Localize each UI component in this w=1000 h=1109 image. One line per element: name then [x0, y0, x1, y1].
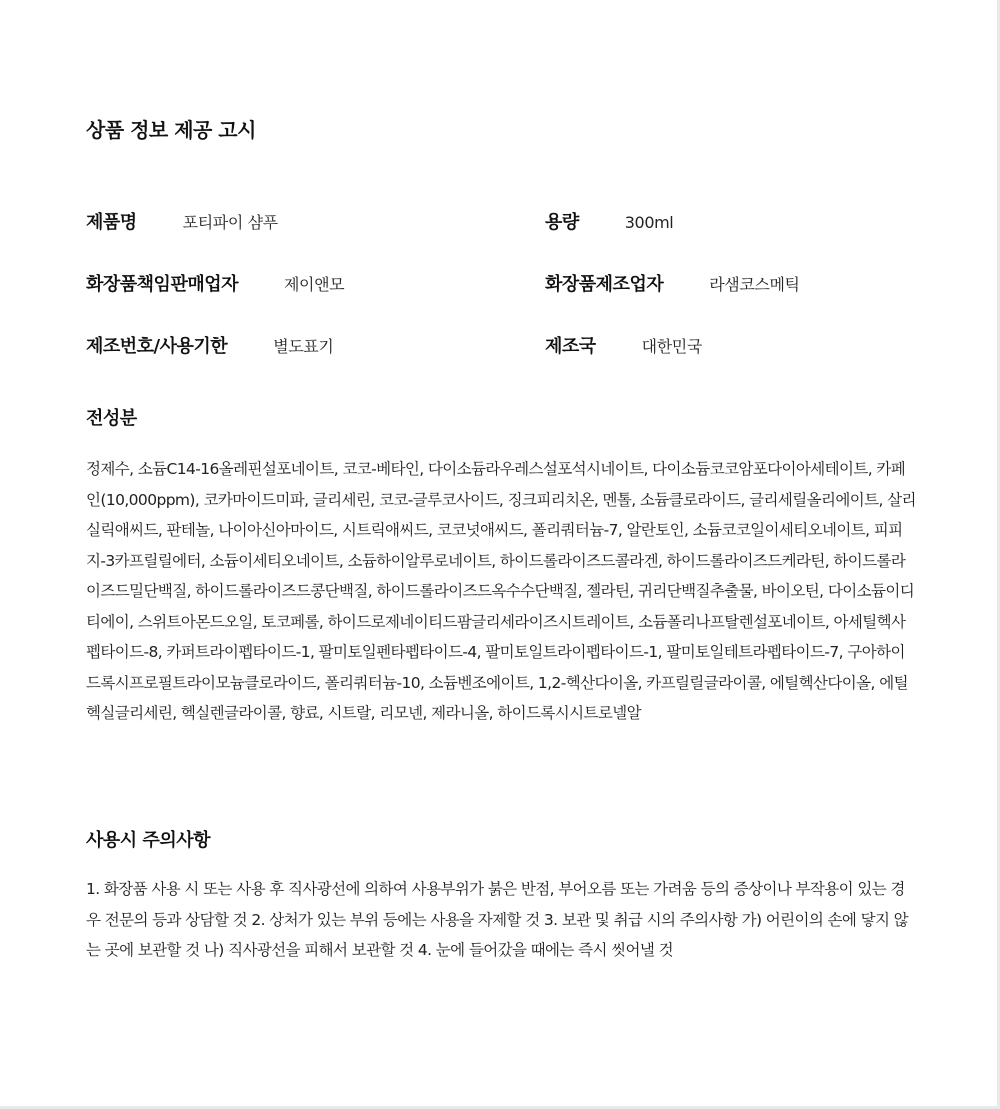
info-value: 별도표기	[273, 337, 334, 356]
info-row-1	[86, 208, 916, 270]
info-distributor	[86, 270, 545, 332]
info-label: 제품명	[86, 212, 137, 233]
info-label: 제조번호/사용기한	[86, 336, 228, 357]
info-label: 제조국	[545, 336, 596, 357]
info-row-2	[86, 270, 916, 332]
caution-text: 1. 화장품 사용 시 또는 사용 후 직사광선에 의하여 사용부위가 붉은 반점, 부어오름 또는 가려움 등의 증상이나 부작용이 있는 경우 전문의 등과 상담할 것 2. 상처가 있는 부위 등에는 사용을 자제할 것 3. 보관 및 취급 시의 주의사항 가) 어린이의 손에 닿지 않는 곳에 보관할 것 나) 직사광선을 피해서 보관할 것 4. 눈에 들어갔을 때에는 즉시 씻어낼 것	[86, 880, 909, 959]
product-info-grid	[86, 208, 916, 394]
info-label: 용량	[545, 212, 579, 233]
caution-title: 사용시 주의사항	[86, 830, 210, 851]
page-title: 상품 정보 제공 고시	[86, 118, 256, 142]
info-value: 제이앤모	[284, 275, 345, 294]
info-row-3	[86, 332, 916, 394]
ingredients-title: 전성분	[86, 408, 137, 429]
info-manufacturer	[545, 270, 916, 332]
info-country	[545, 332, 916, 394]
info-product-name	[86, 208, 545, 270]
info-value: 라샘코스메틱	[709, 275, 800, 294]
info-value: 대한민국	[641, 337, 702, 356]
info-label: 화장품책임판매업자	[86, 274, 238, 295]
ingredients-text: 정제수, 소듐C14-16올레핀설포네이트, 코코-베타인, 다이소듐라우레스설포석시네이트, 다이소듐코코암포다이아세테이트, 카페인(10,000ppm), 코카마이드미파, 글리세린, 코코-글루코사이드, 징크피리치온, 멘톨, 소듐클로라이드, 글리세릴올리에이트, 살리실릭애씨드, 판테놀, 나이아신아마이드, 시트릭애씨드, 코코넛애씨드, 폴리쿼터늄-7, 알란토인, 소듐코코일이세티오네이트, 피피지-3카프릴릴에터, 소듐이세티오네이트, 소듐하이알루로네이트, 하이드롤라이즈드콜라겐, 하이드롤라이즈드케라틴, 하이드롤라이즈드밀단백질, 하이드롤라이즈드콩단백질, 하이드롤라이즈드옥수수단백질, 젤라틴, 귀리단백질추출물, 바이오틴, 다이소듐이디티에이, 스위트아몬드오일, 토코페롤, 하이드로제네이티드팜글리세라이즈시트레이트, 소듐폴리나프탈렌설포네이트, 아세틸헥사펩타이드-8, 카퍼트라이펩타이드-1, 팔미토일펜타펩타이드-4, 팔미토일트라이펩타이드-1, 팔미토일테트라펩타이드-7, 구아하이드록시프로필트라이모늄클로라이드, 폴리쿼터늄-10, 소듐벤조에이트, 1,2-헥산다이올, 카프릴릴글라이콜, 에틸헥산다이올, 에틸헥실글리세린, 헥실렌글라이콜, 향료, 시트랄, 리모넨, 제라니올, 하이드록시시트로넬알	[86, 460, 916, 722]
info-label: 화장품제조업자	[545, 274, 664, 295]
info-volume	[545, 208, 916, 270]
info-lot-expiry	[86, 332, 545, 394]
info-value: 300ml	[624, 213, 674, 232]
info-value: 포티파이 샴푸	[182, 213, 278, 232]
